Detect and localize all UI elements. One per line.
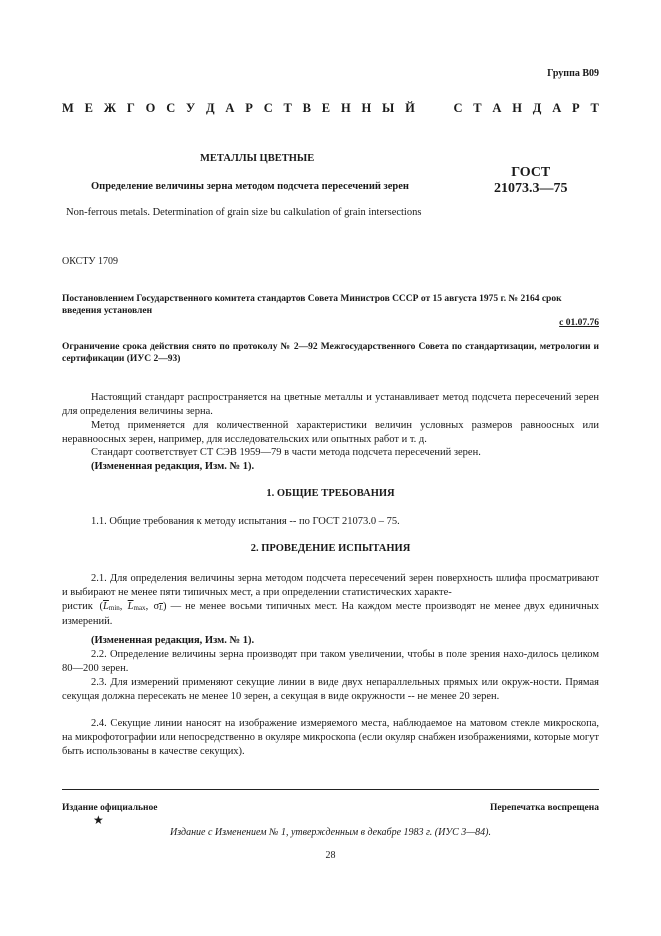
interstate-letter: С (453, 101, 463, 115)
clause-2-1-formula-line (62, 600, 599, 629)
interstate-letter: А (552, 101, 562, 115)
interstate-letter: А (225, 101, 235, 115)
decree-text: Постановлением Государственного комитета стандартов Совета Министров СССР от 15 августа 1975 г. № 2164 срок введения установлен (62, 294, 562, 316)
section-1-heading: 1. ОБЩИЕ ТРЕБОВАНИЯ (266, 488, 395, 499)
interstate-letter: М (62, 101, 74, 115)
clause-2-1-end: — не менее восьми типичных мест. На каждом месте производят не менее двух единичных измерений. (62, 601, 600, 627)
intro-paragraph-1: Настоящий стандарт распространяется на цветные металлы и устанавливает метод подсчета пересечений зерен для определения величины зерна. (62, 392, 599, 417)
formula-max: max (133, 604, 146, 612)
formula-sigma: σ (153, 601, 160, 612)
footer-divider (62, 789, 599, 790)
limitation-text: Ограничение срока действия снято по протоколу № 2—92 Межгосударственного Совета по стандартизации, метрологии и сертификации (ИУС 2—93) (62, 342, 599, 364)
interstate-letter: А (492, 101, 502, 115)
formula-l-min: $\overline{L}$ (103, 601, 109, 612)
interstate-letter: Р (572, 101, 580, 115)
oksty-code: ОКСТУ 1709 (62, 256, 119, 267)
interstate-letter: Н (361, 101, 372, 115)
formula-open: ( (99, 601, 104, 612)
interstate-letter: Е (84, 101, 93, 115)
clause-2-1-start: 2.1. Для определения величины зерна методом подсчета пересечений зерен поверхность шлифа просматривают и выбирают не менее пяти типичных мест, а при определении статистических характе- (62, 573, 599, 598)
clause-2-3: 2.3. Для измерений применяют секущие линии в виде двух непараллельных прямых или окруж-ности. Прямая секущая должна пересекать не менее 10 зерен, а секущая в виде окружности -- не менее 20 зерен. (62, 677, 599, 702)
interstate-letter: В (302, 101, 311, 115)
formula-close: ) (163, 601, 167, 612)
interstate-letter: О (145, 101, 156, 115)
group-code: Группа В09 (547, 68, 599, 79)
clause-2-2: 2.2. Определение величины зерна производят при таком увеличении, чтобы в поле зрения нахо-дилось целиком 80—200 зерен. (62, 649, 599, 674)
interstate-standard-heading (62, 101, 599, 116)
interstate-letter: С (166, 101, 176, 115)
clause-2-1-amendment: (Измененная редакция, Изм. № 1). (91, 635, 255, 646)
gost-label: ГОСТ (511, 165, 551, 180)
interstate-letter: Д (206, 101, 215, 115)
interstate-letter: Т (473, 101, 482, 115)
intro-amendment-note: (Измененная редакция, Изм. № 1). (91, 461, 255, 472)
page-number: 28 (325, 850, 336, 861)
document-subtitle: Определение величины зерна методом подсчета пересечений зерен (91, 181, 409, 192)
interstate-letter: Н (512, 101, 522, 115)
section-1-paragraph: 1.1. Общие требования к методу испытания -- по ГОСТ 21073.0 – 75. (91, 516, 400, 527)
effective-date: с 01.07.76 (559, 318, 599, 328)
interstate-letter: У (186, 101, 196, 115)
interstate-letter (440, 101, 443, 116)
interstate-letter: Д (532, 101, 542, 115)
formula-l-max: $\overline{L}$ (127, 601, 134, 612)
formula-min: min (108, 604, 120, 612)
english-title: Non-ferrous metals. Determination of grain size bu calkulation of grain intersections (66, 207, 422, 218)
clause-2-4: 2.4. Секущие линии наносят на изображение измеряемого места, наблюдаемое на матовом стекле микроскопа, на микрофотографии или непосредственно в окуляре микроскопа (если окуляр снабжен изображениями, которые могут быть использованы в качестве секущих). (62, 718, 599, 757)
clause-2-1-ristik: ристик (62, 601, 93, 612)
interstate-letter: Й (405, 101, 415, 115)
interstate-letter: Т (590, 101, 599, 115)
edition-note: Издание с Изменением № 1, утвержденным в декабре 1983 г. (ИУС 3—84). (170, 827, 491, 838)
document-title: МЕТАЛЛЫ ЦВЕТНЫЕ (200, 153, 315, 164)
interstate-letter: Е (321, 101, 331, 115)
star-mark: ★ (93, 813, 104, 827)
statistics-formula: ($\overline{L}\min$, $\overline{L}\max$, $\sigma\overline{L}$) (99, 601, 167, 612)
interstate-letter: Н (340, 101, 351, 115)
intro-paragraph-3: Стандарт соответствует СТ СЭВ 1959—79 в части метода подсчета пересечений зерен. (91, 447, 481, 458)
official-edition-label: Издание официальное (62, 803, 158, 813)
interstate-letter: Ы (382, 101, 395, 115)
section-2-heading: 2. ПРОВЕДЕНИЕ ИСПЫТАНИЯ (250, 543, 411, 554)
interstate-letter: Р (245, 101, 253, 115)
intro-paragraph-2: Метод применяется для количественной характеристики величин условных размеров равноосных или неравноосных зерен, например, для исследовательских или опытных работ и т. д. (62, 420, 599, 445)
formula-sigma-sub: $\overline{L}$ (159, 604, 164, 612)
gost-number (494, 165, 568, 197)
reprint-prohibited-label: Перепечатка воспрещена (489, 803, 599, 813)
interstate-letter: С (263, 101, 273, 115)
gost-code: 21073.3—75 (494, 181, 568, 196)
interstate-letter: Ж (103, 101, 117, 115)
interstate-letter: Г (126, 101, 135, 115)
interstate-letter: Т (283, 101, 292, 115)
interstate-letter (426, 101, 429, 116)
